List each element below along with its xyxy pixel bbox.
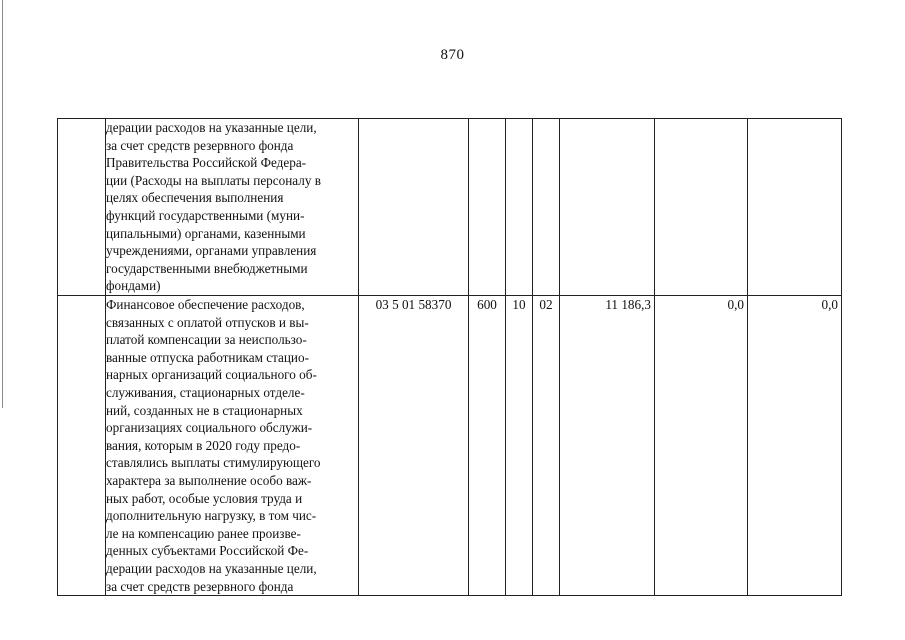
description-line: ципальными) органами, казенными [106, 225, 306, 241]
amount-3-cell: 0,0 [748, 296, 842, 596]
description-line: ных работ, особые условия труда и [106, 490, 303, 506]
description-cell [106, 296, 359, 596]
section-cell: 10 [506, 296, 533, 596]
subsection-cell: 02 [533, 296, 560, 596]
description-line: организациях социального обслужи- [106, 420, 313, 436]
description-line: ции (Расходы на выплаты персоналу в [106, 172, 321, 188]
description-line: ванные отпуска работникам стацио- [106, 349, 309, 365]
page-number: 870 [440, 47, 465, 63]
target-code-cell [359, 119, 469, 296]
description-line: денных субъектами Российской Фе- [106, 543, 309, 559]
description-line: за счет средств резервного фонда [106, 137, 294, 153]
expense-type-cell: 600 [469, 296, 506, 596]
description-line: фондами) [106, 278, 161, 294]
description-line: учреждениями, органами управления [106, 243, 317, 259]
expense-type-cell [469, 119, 506, 296]
description-line: за счет средств резервного фонда [106, 578, 294, 594]
description-line: государственными внебюджетными [106, 260, 308, 276]
description-line: характера за выполнение особо важ- [106, 472, 312, 488]
description-line: связанных с оплатой отпусков и вы- [106, 314, 309, 330]
description-line: целях обеспечения выполнения [106, 190, 284, 206]
row-number-cell [58, 119, 106, 296]
row-number-cell [58, 296, 106, 596]
description-line: платой компенсации за неиспользо- [106, 332, 307, 348]
description-line: нарных организаций социального об- [106, 367, 317, 383]
budget-table [57, 118, 842, 596]
description-line: служивания, стационарных отделе- [106, 384, 305, 400]
section-cell [506, 119, 533, 296]
description-line: дерации расходов на указанные цели, [106, 120, 317, 135]
table-row [58, 296, 842, 596]
description-line: Правительства Российской Федера- [106, 155, 307, 171]
amount-1-cell: 11 186,3 [560, 296, 655, 596]
description-line: функций государственными (муни- [106, 207, 305, 223]
table-row [58, 119, 842, 296]
description-cell [106, 119, 359, 296]
amount-1-cell [560, 119, 655, 296]
description-line: дополнительную нагрузку, в том чис- [106, 508, 317, 524]
description-line: ний, созданных не в стационарных [106, 402, 303, 418]
description-line: вания, которым в 2020 году предо- [106, 437, 301, 453]
amount-2-cell: 0,0 [655, 296, 748, 596]
subsection-cell [533, 119, 560, 296]
amount-3-cell [748, 119, 842, 296]
description-line: Финансовое обеспечение расходов, [106, 297, 305, 312]
description-line: ле на компенсацию ранее произве- [106, 525, 301, 541]
target-code-cell: 03 5 01 58370 [359, 296, 469, 596]
amount-2-cell [655, 119, 748, 296]
description-line: ставлялись выплаты стимулирующего [106, 455, 321, 471]
description-line: дерации расходов на указанные цели, [106, 560, 317, 576]
scan-edge-line [2, 0, 3, 408]
